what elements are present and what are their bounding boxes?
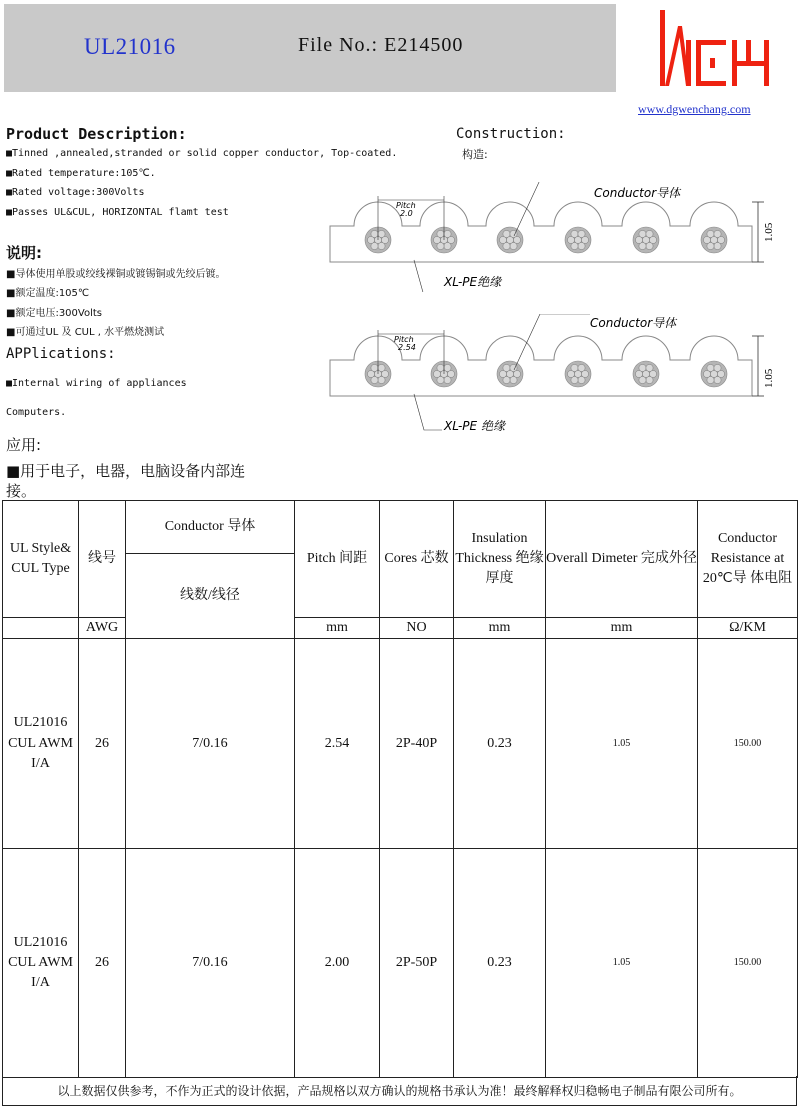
- table-row: [3, 639, 798, 849]
- cable-diagram-2: [326, 314, 786, 438]
- cell-strands: 7/0.16: [126, 639, 295, 849]
- conductor-label: Conductor导体: [594, 186, 681, 200]
- cell-pitch: 2.00: [295, 849, 380, 1078]
- header-style: UL Style& CUL Type: [3, 501, 79, 618]
- description-zh-item: ■额定电压:300Volts: [6, 308, 102, 319]
- strand: [378, 376, 385, 383]
- insulation-label: XL-PE绝缘: [444, 275, 502, 289]
- strand: [378, 364, 385, 371]
- file-number: File No.: E214500: [298, 34, 464, 56]
- strand: [646, 230, 653, 237]
- description-zh-item: ■可通过UL 及 CUL , 水平燃烧测试: [6, 327, 165, 338]
- cell-resistance: 150.00: [698, 639, 798, 849]
- strand: [714, 364, 721, 371]
- construction-zh-title: 构造:: [462, 148, 488, 161]
- application-item: Computers.: [6, 407, 67, 418]
- header-gauge: 线号: [79, 501, 126, 618]
- pitch-label: Pitch: [394, 335, 414, 344]
- thickness-dim: 1.05: [763, 368, 775, 388]
- insulation-label: XL-PE 绝缘: [444, 419, 505, 433]
- strand: [714, 242, 721, 249]
- cell-style: UL21016 CUL AWM I/A: [3, 639, 79, 849]
- strand: [707, 364, 714, 371]
- unit-gauge: AWG: [79, 618, 126, 639]
- thickness-dim: 1.05: [763, 222, 775, 242]
- description-item: ■Tinned ,annealed,stranded or solid copper conductor, Top-coated.: [6, 148, 398, 159]
- strand: [444, 242, 451, 249]
- description-zh-item: ■导体使用单股或绞线裸铜或镀锡铜或先绞后镀。: [6, 269, 226, 280]
- conductor-label: Conductor导体: [590, 316, 677, 330]
- unit-insulation: mm: [454, 618, 546, 639]
- cell-overall: 1.05: [546, 639, 698, 849]
- strand: [639, 364, 646, 371]
- strand: [578, 376, 585, 383]
- strand: [646, 364, 653, 371]
- strand: [444, 376, 451, 383]
- header-insulation: Insulation Thickness 绝缘厚度: [454, 501, 546, 618]
- strand: [444, 230, 451, 237]
- strand: [437, 364, 444, 371]
- description-zh-title: 说明:: [6, 244, 42, 262]
- unit-resistance: Ω/KM: [698, 618, 798, 639]
- cell-style: UL21016 CUL AWM I/A: [3, 849, 79, 1078]
- insulation-outline: [330, 336, 752, 396]
- company-logo: [660, 6, 772, 88]
- cell-awg: 26: [79, 639, 126, 849]
- strand: [578, 242, 585, 249]
- unit-pitch: mm: [295, 618, 380, 639]
- cell-cores: 2P-40P: [380, 639, 454, 849]
- application-item: ■Internal wiring of appliances: [6, 378, 187, 389]
- header-resistance: Conductor Resistance at 20℃导 体电阻: [698, 501, 798, 618]
- unit-cores: NO: [380, 618, 454, 639]
- applications-title: APPlications:: [6, 346, 116, 362]
- strand: [571, 230, 578, 237]
- model-number: UL21016: [84, 34, 176, 59]
- strand: [578, 230, 585, 237]
- flat-cable-shape: [330, 314, 764, 430]
- website-link[interactable]: www.dgwenchang.com: [638, 102, 751, 116]
- header-strands: 线数/线径: [126, 554, 295, 639]
- strand: [378, 230, 385, 237]
- strand: [503, 230, 510, 237]
- strand: [503, 364, 510, 371]
- strand: [707, 230, 714, 237]
- pitch-value: 2.54: [398, 343, 416, 352]
- insulation-leader: [414, 260, 442, 292]
- description-item: ■Rated voltage:300Volts: [6, 187, 145, 198]
- cell-pitch: 2.54: [295, 639, 380, 849]
- cell-strands: 7/0.16: [126, 849, 295, 1078]
- strand: [378, 242, 385, 249]
- insulation-outline: [330, 202, 752, 262]
- construction-title: Construction:: [456, 126, 566, 142]
- cell-insulation: 0.23: [454, 849, 546, 1078]
- header-conductor: Conductor 导体: [126, 501, 295, 554]
- cell-cores: 2P-50P: [380, 849, 454, 1078]
- strand: [371, 230, 378, 237]
- description-zh-item: ■额定温度:105℃: [6, 288, 90, 299]
- description-item: ■Passes UL&CUL, HORIZONTAL flamt test: [6, 207, 229, 218]
- strand: [571, 364, 578, 371]
- pitch-label: Pitch: [396, 201, 416, 210]
- strand: [510, 376, 517, 383]
- strand: [444, 364, 451, 371]
- header-pitch: Pitch 间距: [295, 501, 380, 618]
- strand: [646, 376, 653, 383]
- spec-table: [2, 500, 798, 1078]
- strand: [714, 376, 721, 383]
- header-overall: Overall Dimeter 完成外径: [546, 501, 698, 618]
- strand: [510, 242, 517, 249]
- description-item: ■Rated temperature:105℃.: [6, 168, 156, 179]
- cell-insulation: 0.23: [454, 639, 546, 849]
- description-title: Product Description:: [6, 125, 187, 143]
- cell-overall: 1.05: [546, 849, 698, 1078]
- footer-disclaimer: 以上数据仅供参考，不作为正式的设计依据，产品规格以双方确认的规格书承认为准！最终解释权归稳畅电子制品有限公司所有。: [2, 1076, 797, 1106]
- pitch-value: 2.0: [400, 209, 413, 218]
- applications-zh-line: ■用于电子，电器，电脑设备内部连: [6, 462, 246, 480]
- cell-resistance: 150.00: [698, 849, 798, 1078]
- applications-zh-title: 应用:: [6, 436, 42, 454]
- header-cores: Cores 芯数: [380, 501, 454, 618]
- cable-diagram-1: [326, 182, 786, 292]
- strand: [371, 364, 378, 371]
- strand: [639, 230, 646, 237]
- strand: [714, 230, 721, 237]
- strand: [437, 230, 444, 237]
- cell-awg: 26: [79, 849, 126, 1078]
- applications-zh-line: 接。: [6, 482, 37, 500]
- strand: [646, 242, 653, 249]
- strand: [578, 364, 585, 371]
- insulation-leader: [414, 394, 442, 430]
- header-unit-style: [3, 618, 79, 639]
- unit-overall: mm: [546, 618, 698, 639]
- flat-cable-shape: [330, 182, 764, 292]
- table-row: [3, 849, 798, 1078]
